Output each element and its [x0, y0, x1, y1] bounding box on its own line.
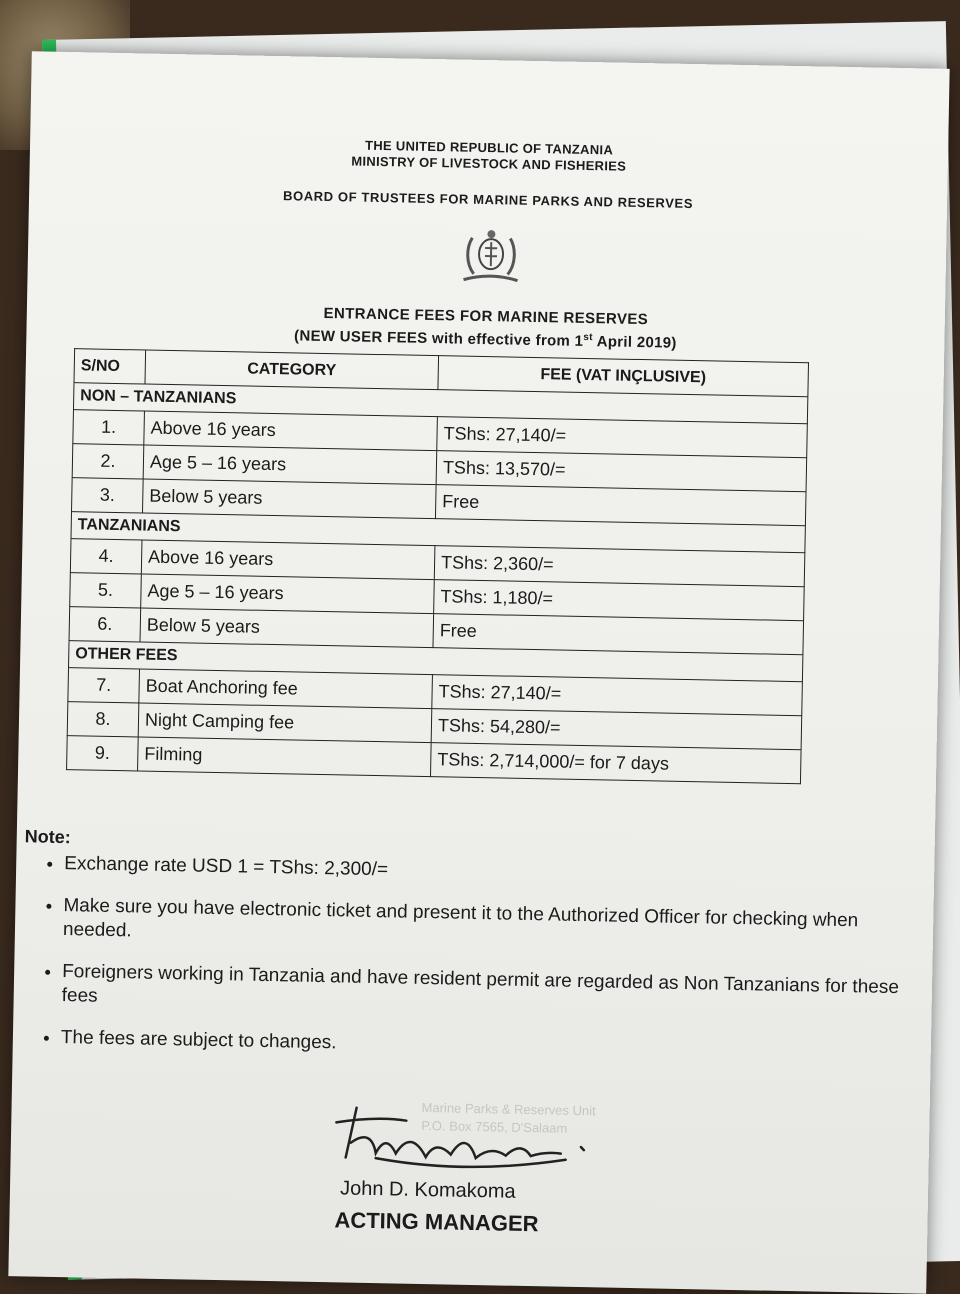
notes-list — [32, 852, 924, 1085]
group-label: TANZANIANS — [71, 512, 805, 553]
fee-notice-paper — [8, 51, 949, 1293]
row-fee: TShs: 1,180/= — [434, 580, 805, 621]
row-sno: 4. — [70, 539, 142, 574]
note-item: • Make sure you have electronic ticket and present it to the Authorized Officer for checking when needed. — [63, 894, 924, 959]
fees-table — [66, 348, 809, 784]
note-item: • The fees are subject to changes. — [61, 1026, 921, 1067]
note-title: Note: — [24, 826, 71, 848]
row-fee: Free — [435, 485, 806, 526]
signature-icon — [315, 1097, 616, 1183]
row-category: Night Camping fee — [138, 703, 432, 743]
row-category: Below 5 years — [142, 479, 436, 519]
row-category: Age 5 – 16 years — [143, 445, 437, 485]
row-fee: TShs: 13,570/= — [436, 451, 807, 492]
row-fee: TShs: 2,714,000/= for 7 days — [430, 743, 801, 784]
signer-name: John D. Komakoma — [339, 1177, 516, 1203]
row-category: Below 5 years — [140, 608, 434, 648]
header-ministry: MINISTRY OF LIVESTOCK AND FISHERIES — [351, 153, 627, 174]
row-category: Above 16 years — [141, 540, 435, 580]
header-sno: S/NO — [74, 349, 146, 384]
row-sno: 3. — [72, 478, 144, 513]
coat-of-arms-emblem-icon — [457, 224, 524, 287]
group-label: OTHER FEES — [69, 641, 803, 682]
row-fee: TShs: 27,140/= — [437, 417, 808, 458]
row-sno: 9. — [67, 736, 139, 771]
header-board: BOARD OF TRUSTEES FOR MARINE PARKS AND RESERVES — [282, 188, 694, 212]
signer-role: ACTING MANAGER — [334, 1207, 539, 1237]
row-category: Boat Anchoring fee — [139, 669, 433, 709]
row-sno: 5. — [70, 573, 142, 608]
subtitle-prefix: (NEW USER FEES with effective from 1 — [293, 327, 584, 350]
row-category: Filming — [138, 737, 432, 777]
row-fee: TShs: 27,140/= — [432, 675, 803, 716]
row-category: Age 5 – 16 years — [141, 574, 435, 614]
header-fee: FEE (VAT INÇLUSIVE) — [438, 356, 809, 397]
note-item: • Foreigners working in Tanzania and have resident permit are regarded as Non Tanzanians for these fees — [61, 960, 922, 1025]
header-republic: THE UNITED REPUBLIC OF TANZANIA — [364, 137, 614, 158]
subtitle-suffix: April 2019) — [592, 333, 677, 352]
notice-title: ENTRANCE FEES FOR MARINE RESERVES — [323, 304, 649, 329]
stamp-line: Marine Parks & Reserves Unit — [421, 1099, 596, 1119]
row-sno: 6. — [69, 607, 141, 642]
row-sno: 1. — [73, 410, 145, 445]
subtitle-sup: st — [583, 331, 593, 344]
row-sno: 7. — [68, 668, 140, 703]
row-sno: 8. — [67, 702, 139, 737]
row-fee: TShs: 54,280/= — [431, 709, 802, 750]
stamp-line: P.O. Box 7565, D'Salaam — [421, 1117, 568, 1136]
note-item: • Exchange rate USD 1 = TShs: 2,300/= — [64, 852, 924, 893]
row-category: Above 16 years — [144, 411, 438, 451]
header-category: CATEGORY — [145, 350, 439, 390]
row-fee: TShs: 2,360/= — [434, 546, 805, 587]
row-fee: Free — [433, 614, 804, 655]
row-sno: 2. — [72, 444, 144, 479]
group-label: NON – TANZANIANS — [73, 383, 807, 424]
